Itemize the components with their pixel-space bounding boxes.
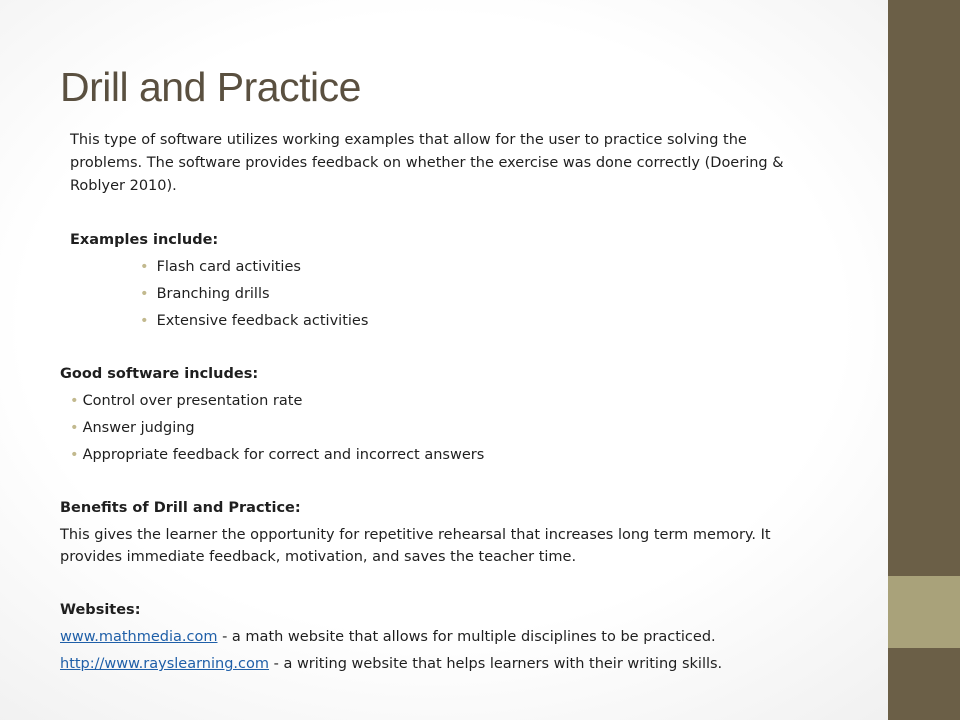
- website-entry: [60, 653, 722, 675]
- good-item-label: Appropriate feedback for correct and incorrect answers: [82, 447, 485, 463]
- website-entry: [60, 626, 716, 648]
- slide-title: Drill and Practice: [60, 64, 361, 110]
- website-description: - a writing website that helps learners with their writing skills.: [269, 656, 723, 672]
- bullet-icon: •: [140, 286, 149, 302]
- example-item-label: Branching drills: [156, 286, 270, 302]
- good-item: [70, 444, 484, 466]
- intro-line-3: Roblyer 2010).: [70, 178, 177, 194]
- example-item: [140, 283, 270, 305]
- mathmedia-link[interactable]: www.mathmedia.com: [60, 629, 218, 645]
- good-item: [70, 417, 195, 439]
- good-item-label: Control over presentation rate: [82, 393, 303, 409]
- good-item: [70, 390, 302, 412]
- website-description: - a math website that allows for multiple disciplines to be practiced.: [217, 629, 716, 645]
- benefits-line-2: provides immediate feedback, motivation, and saves the teacher time.: [60, 549, 577, 565]
- example-item-label: Flash card activities: [156, 259, 301, 275]
- bullet-icon: •: [70, 447, 79, 463]
- bullet-icon: •: [70, 393, 79, 409]
- bullet-icon: •: [140, 259, 149, 275]
- rayslearning-link[interactable]: http://www.rayslearning.com: [60, 656, 269, 672]
- sidebar-accent-block: [888, 576, 960, 648]
- websites-heading: Websites:: [60, 602, 141, 618]
- intro-line-2: problems. The software provides feedback on whether the exercise was done correctly (Doering &: [70, 155, 784, 171]
- example-item: [140, 310, 368, 332]
- example-item: [140, 256, 301, 278]
- bullet-icon: •: [140, 313, 149, 329]
- benefits-line-1: This gives the learner the opportunity for repetitive rehearsal that increases long term memory. It: [60, 527, 771, 543]
- sidebar-bottom-bar: [888, 648, 960, 720]
- example-item-label: Extensive feedback activities: [156, 313, 369, 329]
- good-item-label: Answer judging: [82, 420, 195, 436]
- benefits-heading: Benefits of Drill and Practice:: [60, 500, 301, 516]
- good-software-heading: Good software includes:: [60, 366, 259, 382]
- intro-line-1: This type of software utilizes working examples that allow for the user to practice solving the: [70, 132, 747, 148]
- bullet-icon: •: [70, 420, 79, 436]
- sidebar-top-bar: [888, 0, 960, 576]
- examples-heading: Examples include:: [70, 232, 219, 248]
